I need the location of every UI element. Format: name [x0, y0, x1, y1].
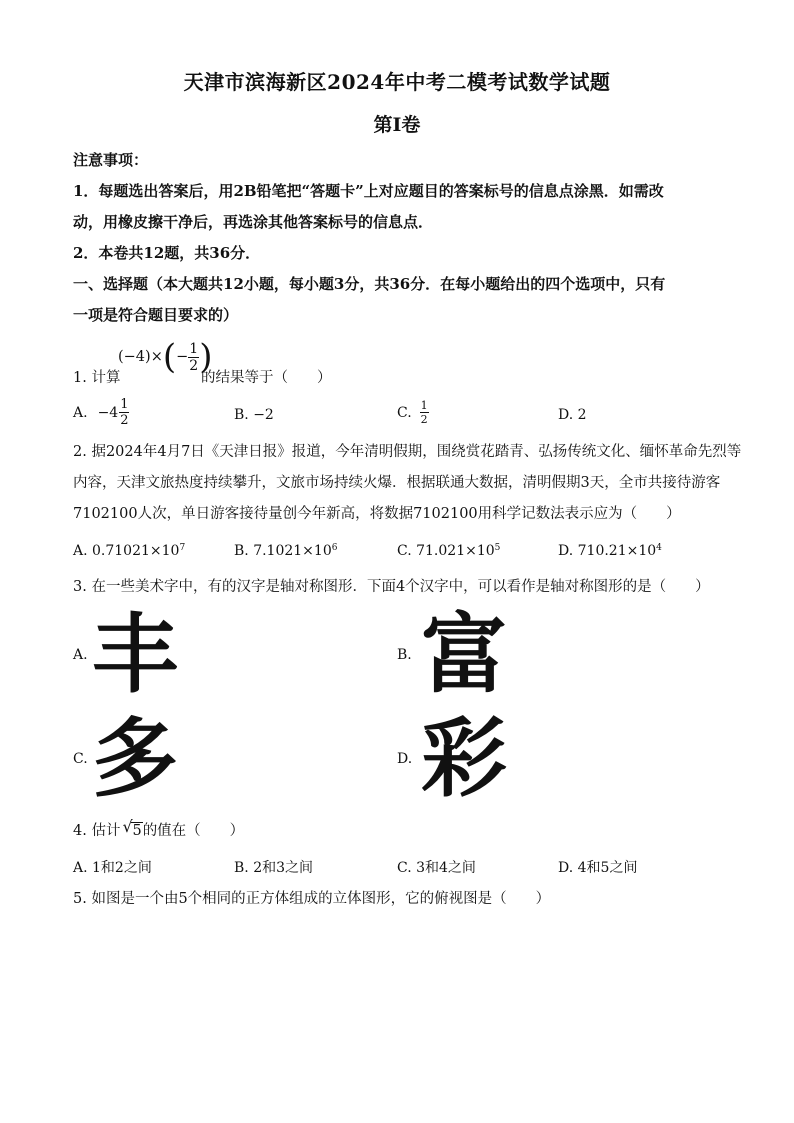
q1-option-b: B. −2: [234, 407, 274, 423]
q2-option-a-exponent: 7: [179, 543, 186, 553]
q1-expr-part: (−4)×: [118, 349, 163, 365]
q3-option-d-label: D.: [397, 751, 413, 767]
q1-left-paren: (: [162, 337, 177, 377]
q1-fraction: [188, 342, 199, 373]
q2-option-b: [234, 541, 337, 561]
q1-denominator: 2: [189, 357, 199, 374]
q3-stem: 3. 在一些美术字中，有的汉字是轴对称图形．下面4个汉字中，可以看作是轴对称图形的是（ ）: [73, 579, 710, 595]
q3-option-d-character: 彩: [421, 709, 507, 809]
q1-option-c-denominator: 2: [420, 413, 428, 426]
notes-item-1-line-1: 1．每题选出答案后，用2B铅笔把“答题卡”上对应题目的答案标号的信息点涂黑．如需改: [73, 182, 664, 200]
q4-stem: [73, 817, 245, 841]
q2-option-c-exponent: 5: [494, 543, 501, 553]
q4-prefix: 4. 估计: [73, 823, 121, 839]
q2-option-b-text: B. 7.1021×10: [234, 543, 332, 559]
q1-right-paren: ): [199, 337, 213, 377]
q1-option-c-numerator: 1: [420, 399, 428, 412]
q3-option-b-character: 富: [421, 605, 507, 705]
q2-option-a: [73, 541, 185, 561]
q2-option-a-text: A. 0.71021×10: [73, 543, 180, 559]
q2-option-d: [558, 541, 662, 561]
q2-option-c-text: C. 71.021×10: [397, 543, 495, 559]
q1-numerator: 1: [189, 340, 199, 357]
q3-option-c-label: C.: [73, 751, 88, 767]
notes-item-2: 2．本卷共12题，共36分．: [73, 244, 261, 262]
q4-option-b: B. 2和3之间: [234, 860, 314, 876]
q2-line-3: 7102100人次，单日游客接待量创今年新高，将数据7102100用科学记数法表示应为（ ）: [73, 506, 681, 522]
q1-option-a-fraction: [119, 398, 129, 427]
q2-line-2: 内容，天津文旅热度持续攀升，文旅市场持续火爆．根据联通大数据，清明假期3天，全市共接待游客: [73, 475, 721, 491]
section-heading-line-1: 一、选择题（本大题共12小题，每小题3分，共36分．在每小题给出的四个选项中，只有: [73, 275, 666, 293]
q1-option-a-whole: −4: [97, 404, 119, 421]
q4-sqrt: [122, 817, 142, 841]
q1-expression: [118, 337, 213, 377]
q4-radical-sign: √: [122, 817, 133, 836]
q4-option-c: C. 3和4之间: [397, 860, 476, 876]
q1-option-d: D. 2: [558, 407, 587, 423]
q4-radicand: 5: [132, 823, 142, 839]
q1-neg-sign: −: [176, 349, 189, 365]
q1-suffix: 的结果等于（ ）: [201, 370, 332, 386]
q1-option-c: [397, 400, 429, 425]
page-title: 天津市滨海新区2024年中考二模考试数学试题: [183, 70, 611, 94]
page-subtitle: 第Ⅰ卷: [373, 114, 421, 136]
q1-option-a-label: A.: [73, 404, 88, 421]
q4-suffix: 的值在（ ）: [142, 823, 245, 839]
q3-option-a-label: A.: [73, 647, 88, 663]
q1-option-c-label: C.: [397, 404, 412, 421]
q2-line-1: 2. 据2024年4月7日《天津日报》报道，今年清明假期，围绕赏花踏青、弘扬传统文化、缅怀革命先烈等: [73, 444, 742, 460]
q1-option-a-numerator: 1: [120, 397, 129, 412]
q1-prefix: 1. 计算: [73, 370, 121, 386]
q2-option-b-exponent: 6: [331, 543, 338, 553]
section-heading-line-2: 一项是符合题目要求的）: [73, 306, 239, 324]
q5-stem: 5. 如图是一个由5个相同的正方体组成的立体图形，它的俯视图是（ ）: [73, 891, 551, 907]
q2-option-d-exponent: 4: [656, 543, 662, 553]
q3-option-c-character: 多: [92, 709, 178, 809]
q3-option-b-label: B.: [397, 647, 412, 663]
q3-option-a-character: 丰: [92, 605, 178, 705]
q2-option-c: [397, 541, 500, 561]
q4-option-a: A. 1和2之间: [73, 860, 152, 876]
q2-option-d-text: D. 710.21×10: [558, 543, 657, 559]
notes-heading: 注意事项：: [73, 151, 149, 169]
q4-option-d: D. 4和5之间: [558, 860, 638, 876]
q1-option-c-fraction: [420, 400, 429, 425]
q1-option-a: [73, 398, 129, 427]
q1-option-a-denominator: 2: [120, 413, 129, 428]
notes-item-1-line-2: 动，用橡皮擦干净后，再选涂其他答案标号的信息点．: [73, 213, 434, 231]
